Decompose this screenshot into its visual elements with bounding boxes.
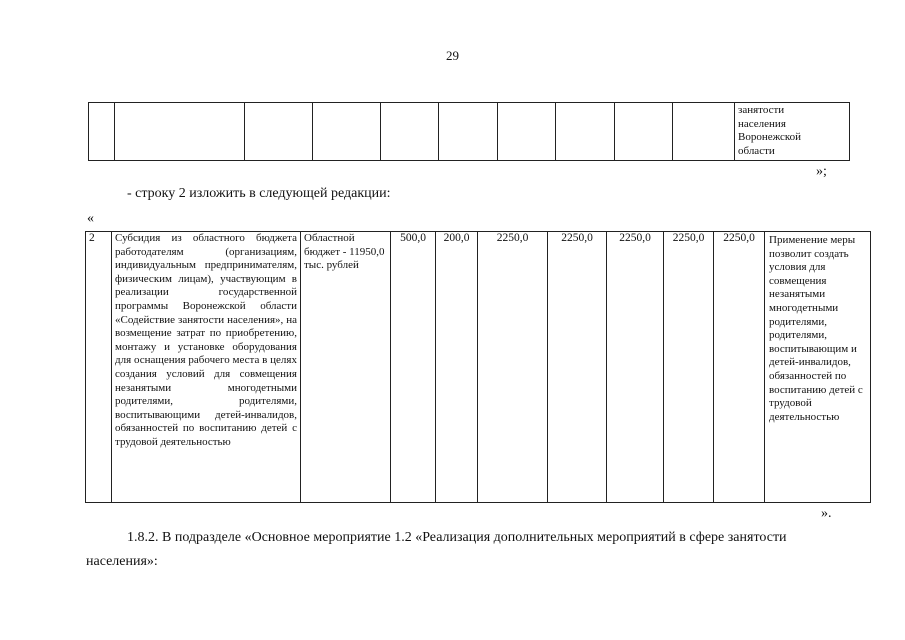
result-cell (735, 103, 850, 161)
value-cell: 2250,0 (548, 232, 607, 503)
table-cell (381, 103, 439, 161)
opening-quote: « (87, 211, 94, 226)
expected-result: Применение меры позволит создать условия для совмещения незанятыми многодетными родителями, родителями, воспитывающим и детей-инвалидов, обязанностей по воспитанию детей с трудовой деятельностью (765, 232, 871, 503)
cell-line: Воронежской (738, 131, 802, 144)
table-cell (313, 103, 381, 161)
closing-mark: »; (816, 164, 827, 179)
table-cell (89, 103, 115, 161)
funding-source: Областной бюджет - 11950,0 тыс. рублей (301, 232, 391, 503)
page-number: 29 (446, 48, 459, 63)
value-cell: 2250,0 (664, 232, 714, 503)
table-cell (498, 103, 556, 161)
row-number: 2 (86, 232, 112, 503)
cell-line: населения (738, 117, 786, 130)
table-cell (615, 103, 673, 161)
measure-description: Субсидия из областного бюджета работодателям (организациям, индивидуальным предпринимателям, физическим лицам), участвующим в реализации государственной программы Воронежской области «Содействие занятости населения», на возмещение затрат по приобретению, монтажу и установке оборудования для оснащения рабочего места в целях создания условий для совмещения незанятыми многодетными родителями, родителями, воспитывающими детей-инвалидов, обязанностей по воспитанию детей с трудовой деятельностью (112, 232, 301, 503)
value-cell: 2250,0 (478, 232, 548, 503)
table-fragment-top (88, 102, 850, 161)
table-cell (556, 103, 615, 161)
table-cell (673, 103, 735, 161)
paragraph-line: населения»: (86, 554, 158, 569)
paragraph-line: 1.8.2. В подразделе «Основное мероприятие 1.2 «Реализация дополнительных мероприятий в сфере занятости (127, 530, 787, 545)
table-cell (115, 103, 245, 161)
cell-line: занятости (738, 104, 785, 116)
instruction-text: - строку 2 изложить в следующей редакции: (127, 186, 391, 201)
table-row (86, 232, 871, 503)
closing-mark: ». (821, 506, 832, 521)
table-cell (439, 103, 498, 161)
table-cell (245, 103, 313, 161)
table-row (89, 103, 850, 161)
value-cell: 2250,0 (607, 232, 664, 503)
value-cell: 200,0 (436, 232, 478, 503)
cell-line: области (738, 144, 775, 157)
table-row-2 (85, 231, 871, 503)
value-cell: 500,0 (391, 232, 436, 503)
value-cell: 2250,0 (714, 232, 765, 503)
